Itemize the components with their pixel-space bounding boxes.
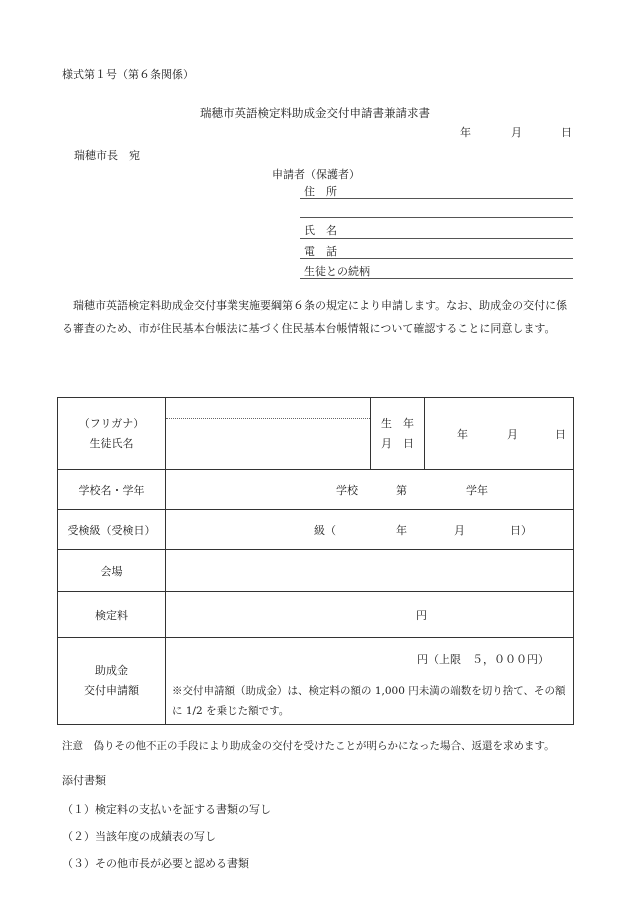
birthdate-label-1: 生 年 [381,416,414,430]
attachment-item: （３）その他市長が必要と認める書類 [62,857,249,870]
birth-month-unit: 月 [507,427,518,441]
phone-underline [300,258,573,259]
school-unit: 学校 [336,483,358,497]
application-table [57,397,574,725]
exam-year-unit: 年 [396,523,407,537]
fee-label: 検定料 [58,592,166,638]
exam-input-cell[interactable] [166,510,574,550]
addressee: 瑞穂市長 宛 [74,149,140,162]
school-input-cell[interactable] [166,470,574,510]
venue-input-cell[interactable] [166,550,574,592]
date-year-label: 年 [460,126,471,139]
attachment-item: （１）検定料の支払いを証する書類の写し [62,803,271,816]
date-day-label: 日 [561,126,572,139]
exam-label: 受検級（受検日） [58,510,166,550]
venue-row [58,550,574,592]
form-number: 様式第１号（第６条関係） [62,68,194,81]
fee-input-cell[interactable] [166,592,574,638]
grade-prefix: 第 [396,483,407,497]
student-name-label: 生徒氏名 [89,436,134,450]
school-row [58,470,574,510]
name-underline [300,238,573,239]
fee-row [58,592,574,638]
birthdate-label-cell [371,398,425,470]
birthdate-label-2: 月 日 [381,436,414,450]
attachments-heading: 添付書類 [62,774,106,787]
birthdate-input-cell[interactable] [425,398,574,470]
subsidy-limit: 円（上限 ５，０００円） [417,653,549,666]
exam-day-unit: 日） [510,523,532,537]
applicant-heading: 申請者（保護者） [272,168,360,181]
relation-label: 生徒との続柄 [304,265,370,278]
address-label: 住 所 [304,185,337,198]
exam-row [58,510,574,550]
subsidy-label-1: 助成金 [95,664,128,677]
document-title: 瑞穂市英語検定料助成金交付申請書兼請求書 [200,106,430,120]
subsidy-label-2: 交付申請額 [84,684,139,697]
date-month-label: 月 [511,126,522,139]
student-name-label-cell [58,398,166,470]
declaration-text: 瑞穂市英語検定料助成金交付事業実施要綱第６条の規定により申請します。なお、助成金の交付に係る審査のため、市が住民基本台帳法に基づく住民基本台帳情報について確認することに同意します。 [62,299,568,335]
exam-grade-unit: 級（ [314,523,336,537]
student-name-input-cell[interactable] [166,398,371,470]
name-label: 氏 名 [304,224,337,237]
attachment-item: （２）当該年度の成績表の写し [62,830,216,843]
subsidy-label-cell [58,638,166,725]
subsidy-input-cell[interactable] [166,638,574,725]
phone-label: 電 話 [304,245,337,258]
fee-unit: 円 [416,608,427,622]
venue-label: 会場 [58,550,166,592]
address-underline-1 [300,198,573,199]
birth-year-unit: 年 [457,427,468,441]
birth-day-unit: 日 [555,427,566,441]
student-name-row [58,398,574,470]
school-label: 学校名・学年 [58,470,166,510]
furigana-divider [166,418,370,419]
exam-month-unit: 月 [454,523,465,537]
furigana-label: （フリガナ） [78,416,145,430]
subsidy-row [58,638,574,725]
grade-suffix: 学年 [466,483,488,497]
relation-underline [300,278,573,279]
caution-note: 注意 偽りその他不正の手段により助成金の交付を受けたことが明らかになった場合、返還を求めます。 [62,740,555,752]
address-underline-2 [300,217,573,218]
subsidy-note: ※交付申請額（助成金）は、検定料の額の 1,000 円未満の端数を切り捨て、その額に 1/2 を乗じた額です。 [172,685,566,717]
